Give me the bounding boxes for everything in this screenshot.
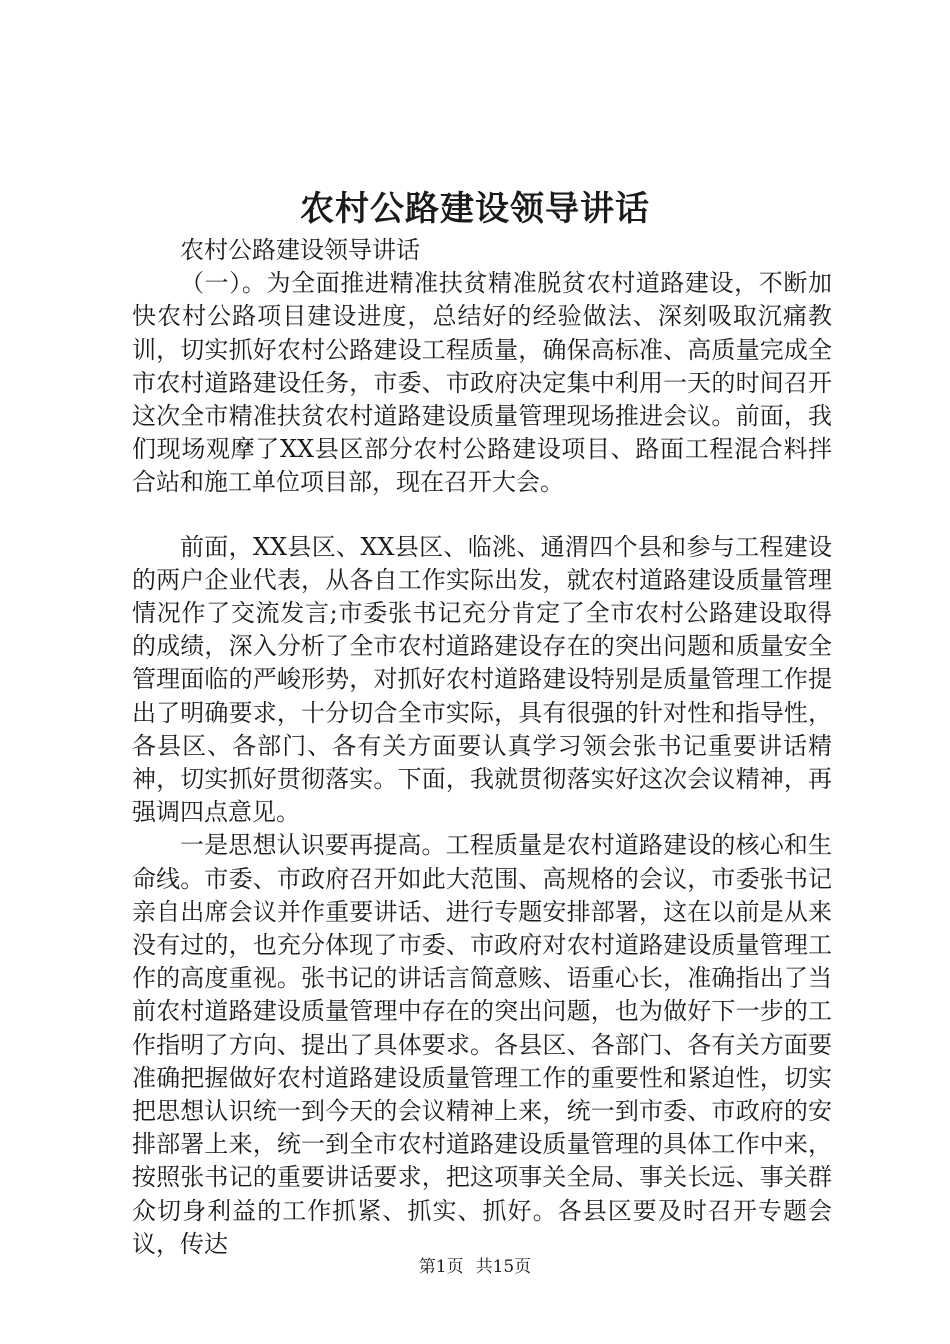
paragraph-3: 一是思想认识要再提高。工程质量是农村道路建设的核心和生命线。市委、市政府召开如此大范围、高规格的会议，市委张书记亲自出席会议并作重要讲话、进行专题安排部署，这在以前是从来没有过的，也充分体现了市委、市政府对农村道路建设质量管理工作的高度重视。张书记的讲话言简意赅、语重心长，准确指出了当前农村道路建设质量管理中存在的突出问题，也为做好下一步的工作指明了方向、提出了具体要求。各县区、各部门、各有关方面要准确把握做好农村道路建设质量管理工作的重要性和紧迫性，切实把思想认识统一到今天的会议精神上来，统一到市委、市政府的安排部署上来，统一到全市农村道路建设质量管理的具体工作中来，按照张书记的重要讲话要求，把这项事关全局、事关长远、事关群众切身利益的工作抓紧、抓实、抓好。各县区要及时召开专题会议，传达 xyxy=(132,831,832,1258)
document-body xyxy=(132,234,832,1261)
document-subtitle: 农村公路建设领导讲话 xyxy=(180,236,420,264)
page-footer xyxy=(0,1255,950,1279)
page-number: 第1页 xyxy=(418,1257,464,1277)
page-total: 共15页 xyxy=(475,1257,532,1277)
paragraph-2: 前面，XX县区、XX县区、临洮、通渭四个县和参与工程建设的两户企业代表，从各自工作实际出发，就农村道路建设质量管理情况作了交流发言;市委张书记充分肯定了全市农村公路建设取得的成绩，深入分析了全市农村道路建设存在的突出问题和质量安全管理面临的严峻形势，对抓好农村道路建设特别是质量管理工作提出了明确要求，十分切合全市实际，具有很强的针对性和指导性，各县区、各部门、各有关方面要认真学习领会张书记重要讲话精神，切实抓好贯彻落实。下面，我就贯彻落实好这次会议精神，再强调四点意见。 xyxy=(132,532,832,827)
paragraph-gap xyxy=(132,500,832,531)
paragraph-1: （一）。为全面推进精准扶贫精准脱贫农村道路建设，不断加快农村公路项目建设进度，总结好的经验做法、深刻吸取沉痛教训，切实抓好农村公路建设工程质量，确保高标准、高质量完成全市农村道路建设任务，市委、市政府决定集中利用一天的时间召开这次全市精准扶贫农村道路建设质量管理现场推进会议。前面，我们现场观摩了XX县区部分农村公路建设项目、路面工程混合料拌合站和施工单位项目部，现在召开大会。 xyxy=(132,269,832,497)
document-title: 农村公路建设领导讲话 xyxy=(300,189,650,229)
